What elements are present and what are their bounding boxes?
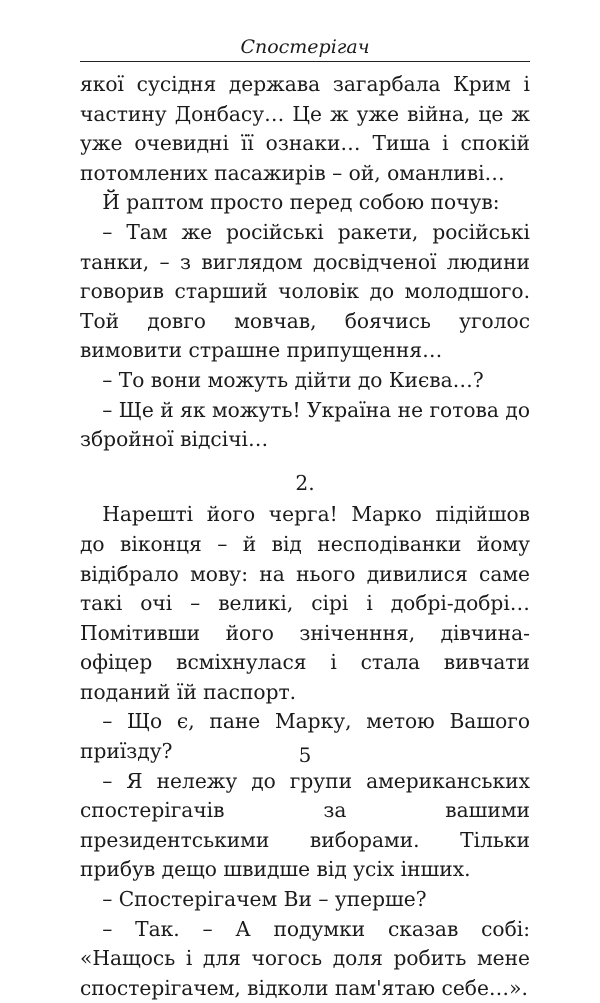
body-text [80,70,530,1003]
paragraph: – Що є, пане Марку, метою Вашого приїзду? [80,709,530,764]
paragraph: – Там же російські ракети, російські танки, – з виглядом досвідченої людини говорив старший чоловік до молодшого. Той довго мовчав, боячись уголос вимовити страшне припущення… [80,219,530,363]
paragraph: – Я нележу до групи американських спостерігачів за вашими президентськими виборами. Тільки прибув дещо швидше від усіх інших. [80,768,530,882]
paragraph: Й раптом просто перед собою почув: [102,190,500,215]
paragraph: – То вони можуть дійти до Києва…? [102,367,484,392]
paragraph: – Так. – А подумки сказав собі: «Нащось і для чогось доля робить мене спостерігачем, відколи пам'ятаю себе…». [80,916,530,1000]
header-rule [80,61,530,62]
paragraph: – Ще й як можуть! Україна не готова до збройної відсічі… [80,397,530,452]
paragraph: Нарешті його черга! Марко підійшов до віконця – й від несподіванки йому відібрало мову: на нього дивилися саме такі очі – великі, сірі і добрі-добрі… Помітивши його зніченння, дівчина-офіцер всміхнулася і стала вивчати поданий їй паспорт. [80,502,530,704]
page-number: 5 [298,743,312,767]
paragraph: якої сусідня держава загарбала Крим і частину Донбасу… Це ж уже війна, це ж уже очевидні її ознаки… Тиша і спокій потомлених пасажирів – ой, оманливі… [80,72,530,185]
section-number: 2. [295,470,315,495]
paragraph: – Спостерігачем Ви – уперше? [102,887,427,912]
running-header: Спостерігач [240,36,370,58]
